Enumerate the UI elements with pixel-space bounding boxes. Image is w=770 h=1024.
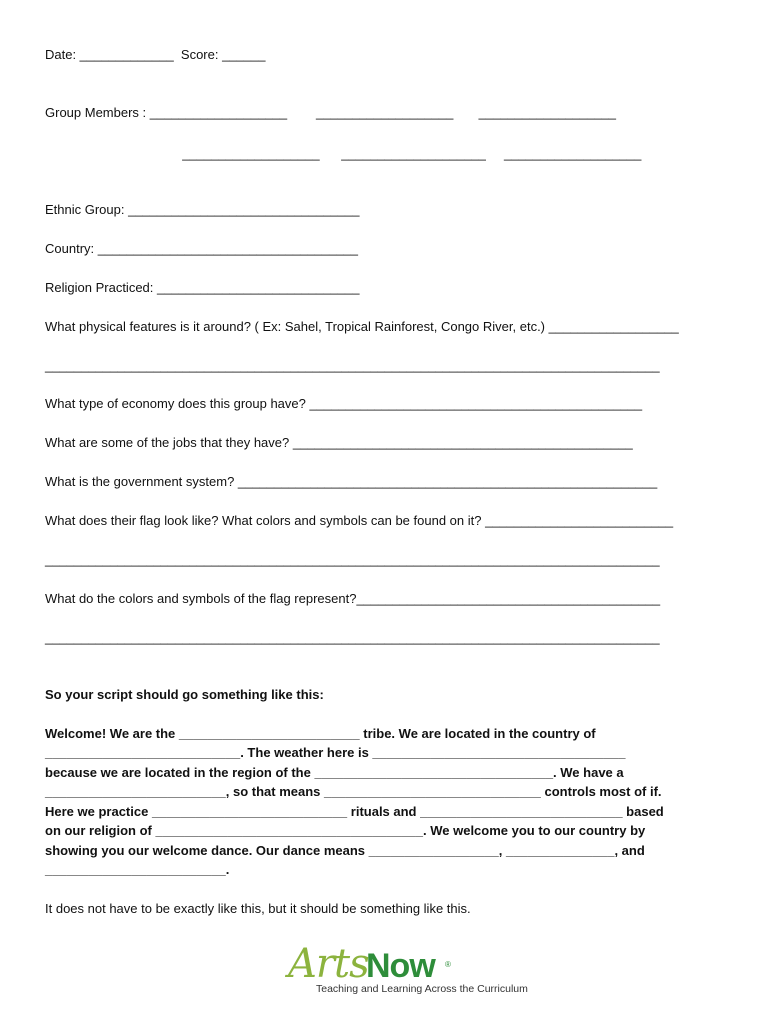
logo-now-text: Now (366, 947, 435, 985)
script-line-2: ___________________________. The weather here is ___________________________________ (45, 745, 626, 760)
ethnic-group-line: Ethnic Group: ________________________________ (45, 202, 360, 217)
logo-arts-text: Arts (288, 941, 369, 987)
script-heading: So your script should go something like this: (45, 687, 324, 702)
physical-features-question: What physical features is it around? ( Ex: Sahel, Tropical Rainforest, Congo River, etc.) __________________ (45, 319, 679, 334)
logo-tagline: Teaching and Learning Across the Curriculum (316, 983, 528, 995)
blank-answer-line-1: _____________________________________________________________________________________ (45, 358, 660, 373)
script-line-7: showing you our welcome dance. Our dance means __________________, _______________, and (45, 843, 645, 858)
economy-question: What type of economy does this group have? ______________________________________________ (45, 396, 643, 411)
artsnow-logo (288, 941, 528, 998)
script-line-1: Welcome! We are the _________________________ tribe. We are located in the country of (45, 726, 596, 741)
script-line-5: Here we practice ___________________________ rituals and ____________________________ based (45, 804, 664, 819)
flag-question: What does their flag look like? What colors and symbols can be found on it? __________________________ (45, 513, 674, 528)
flag-meaning-question: What do the colors and symbols of the flag represent?__________________________________________ (45, 591, 661, 606)
country-line: Country: ____________________________________ (45, 241, 359, 256)
blank-answer-line-3: _____________________________________________________________________________________ (45, 630, 660, 645)
script-line-3: because we are located in the region of the _________________________________. We have a (45, 765, 624, 780)
jobs-question: What are some of the jobs that they have? _______________________________________________ (45, 435, 633, 450)
date-score-line: Date: _____________ Score: ______ (45, 47, 266, 62)
group-members-line-1: Group Members : ___________________ ___________________ ___________________ (45, 105, 617, 120)
script-line-8: _________________________. (45, 862, 230, 877)
group-members-line-2: ___________________ ____________________ ___________________ (45, 146, 642, 161)
script-line-6: on our religion of _____________________________________. We welcome you to our country by (45, 823, 646, 838)
religion-line: Religion Practiced: ____________________________ (45, 280, 360, 295)
script-line-4: _________________________, so that means ______________________________ controls most of if. (45, 784, 662, 799)
logo-registered-mark: ® (445, 960, 451, 969)
blank-answer-line-2: _____________________________________________________________________________________ (45, 552, 660, 567)
footer-note: It does not have to be exactly like this, but it should be something like this. (45, 901, 471, 916)
government-question: What is the government system? __________________________________________________________ (45, 474, 658, 489)
